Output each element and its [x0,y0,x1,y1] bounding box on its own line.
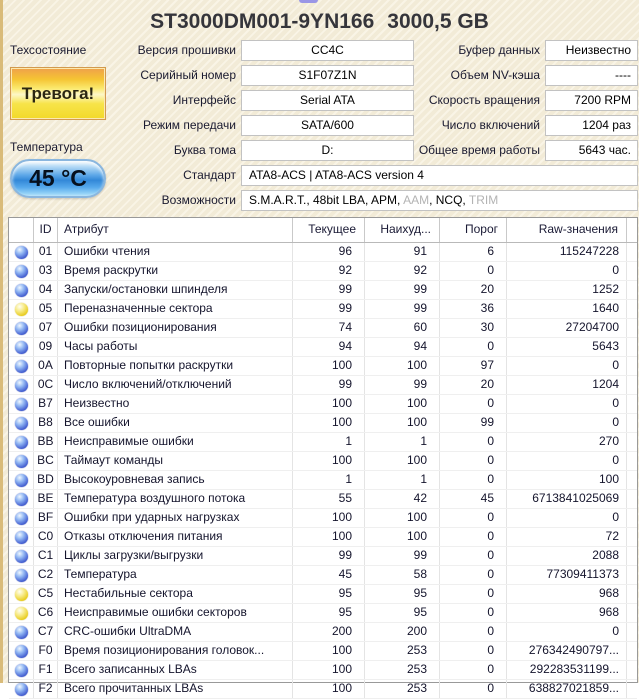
status-cell [9,528,34,546]
field-value-nv-cache: ---- [545,65,638,86]
status-cell [9,604,34,622]
attribute-name: Часы работы [58,338,293,356]
column-header-status[interactable] [9,218,34,242]
field-value-power-on-count: 1204 раз [545,115,638,136]
attribute-id: B7 [34,395,58,413]
attribute-worst: 100 [365,452,440,470]
attribute-id: C0 [34,528,58,546]
caution-status-icon [15,303,28,316]
attribute-raw: 72 [507,528,627,546]
feature-item: TRIM [468,193,499,207]
field-label-features: Возможности [161,193,236,207]
status-cell [9,585,34,603]
attribute-threshold: 0 [440,395,507,413]
field-label-power-on-hours: Общее время работы [418,143,540,157]
attribute-threshold: 0 [440,528,507,546]
attribute-threshold: 99 [440,414,507,432]
attribute-id: 03 [34,262,58,280]
smart-table-body [9,243,637,699]
status-cell [9,395,34,413]
attribute-threshold: 20 [440,281,507,299]
feature-item: , NCQ, [429,193,469,207]
attribute-id: F1 [34,661,58,679]
attribute-name: Температура [58,566,293,584]
attribute-threshold: 30 [440,319,507,337]
good-status-icon [15,246,28,259]
attribute-id: 01 [34,243,58,261]
row-filler [627,262,637,280]
temperature-label: Температура [10,140,83,154]
attribute-name: Время позиционирования головок... [58,642,293,660]
attribute-current: 55 [293,490,365,508]
column-header-filler [627,218,637,242]
attribute-name: Высокоуровневая запись [58,471,293,489]
row-filler [627,528,637,546]
feature-item: AAM [403,193,430,207]
attribute-name: Температура воздушного потока [58,490,293,508]
attribute-current: 74 [293,319,365,337]
attribute-name: Таймаут команды [58,452,293,470]
attribute-raw: 0 [507,623,627,641]
attribute-raw: 115247228 [507,243,627,261]
attribute-threshold: 6 [440,243,507,261]
field-label-drive-letter: Буква тома [173,143,236,157]
good-status-icon [15,322,28,335]
column-header-id[interactable]: ID [34,218,58,242]
attribute-threshold: 0 [440,262,507,280]
status-cell [9,661,34,679]
attribute-name: Ошибки чтения [58,243,293,261]
attribute-name: Неисправимые ошибки [58,433,293,451]
good-status-icon [15,664,28,677]
attribute-threshold: 0 [440,509,507,527]
attribute-raw: 0 [507,414,627,432]
attribute-worst: 92 [365,262,440,280]
attribute-id: 09 [34,338,58,356]
attribute-name: CRC-ошибки UltraDMA [58,623,293,641]
table-row[interactable] [9,357,637,376]
attribute-name: Переназначенные сектора [58,300,293,318]
row-filler [627,661,637,679]
field-label-buffer: Буфер данных [458,43,540,57]
attribute-raw: 1204 [507,376,627,394]
table-row[interactable] [9,338,637,357]
attribute-threshold: 0 [440,642,507,660]
table-row[interactable] [9,414,637,433]
status-cell [9,547,34,565]
column-header-current[interactable]: Текущее [293,218,365,242]
attribute-name: Запуски/остановки шпинделя [58,281,293,299]
field-label-nv-cache: Объем NV-кэша [450,68,540,82]
attribute-id: 04 [34,281,58,299]
attribute-name: Отказы отключения питания [58,528,293,546]
table-row[interactable] [9,490,637,509]
status-cell [9,452,34,470]
table-row[interactable] [9,243,637,262]
field-value-power-on-hours: 5643 час. [545,140,638,161]
attribute-threshold: 45 [440,490,507,508]
attribute-threshold: 0 [440,680,507,698]
attribute-raw: 0 [507,395,627,413]
table-row[interactable] [9,680,637,699]
attribute-worst: 99 [365,547,440,565]
attribute-raw: 0 [507,452,627,470]
row-filler [627,452,637,470]
drive-model: ST3000DM001-9YN166 [150,10,375,33]
attribute-worst: 99 [365,281,440,299]
table-row[interactable] [9,661,637,680]
attribute-name: Ошибки при ударных нагрузках [58,509,293,527]
attribute-raw: 292283531199... [507,661,627,679]
good-status-icon [15,398,28,411]
attribute-raw: 968 [507,585,627,603]
attribute-id: B8 [34,414,58,432]
attribute-name: Нестабильные сектора [58,585,293,603]
caution-status-icon [15,607,28,620]
attribute-current: 99 [293,547,365,565]
good-status-icon [15,626,28,639]
row-filler [627,319,637,337]
good-status-icon [15,284,28,297]
field-label-power-on-count: Число включений [441,118,540,132]
attribute-raw: 2088 [507,547,627,565]
status-cell [9,319,34,337]
attribute-threshold: 0 [440,547,507,565]
caution-status-icon [15,588,28,601]
good-status-icon [15,474,28,487]
attribute-worst: 94 [365,338,440,356]
table-row[interactable] [9,585,637,604]
attribute-name: Ошибки позиционирования [58,319,293,337]
row-filler [627,243,637,261]
good-status-icon [15,493,28,506]
attribute-current: 100 [293,357,365,375]
good-status-icon [15,550,28,563]
table-row[interactable] [9,623,637,642]
table-row[interactable] [9,376,637,395]
attribute-current: 96 [293,243,365,261]
attribute-id: BD [34,471,58,489]
window-left-border [0,0,3,683]
attribute-raw: 0 [507,509,627,527]
table-row[interactable] [9,547,637,566]
attribute-worst: 58 [365,566,440,584]
row-filler [627,357,637,375]
status-cell [9,281,34,299]
attribute-current: 100 [293,395,365,413]
status-cell [9,357,34,375]
field-label-transfer-mode: Режим передачи [143,118,236,132]
attribute-threshold: 0 [440,452,507,470]
status-cell [9,243,34,261]
status-cell [9,623,34,641]
attribute-current: 100 [293,528,365,546]
table-row[interactable] [9,509,637,528]
attribute-raw: 5643 [507,338,627,356]
good-status-icon [15,265,28,278]
attribute-id: C1 [34,547,58,565]
attribute-raw: 276342490797... [507,642,627,660]
attribute-name: Время раскрутки [58,262,293,280]
field-value-transfer-mode: SATA/600 [241,115,414,136]
table-row[interactable] [9,281,637,300]
attribute-threshold: 36 [440,300,507,318]
good-status-icon [15,683,28,696]
row-filler [627,547,637,565]
status-cell [9,433,34,451]
table-row[interactable] [9,528,637,547]
row-filler [627,585,637,603]
attribute-id: BF [34,509,58,527]
attribute-name: Повторные попытки раскрутки [58,357,293,375]
attribute-worst: 91 [365,243,440,261]
attribute-id: F0 [34,642,58,660]
good-status-icon [15,531,28,544]
attribute-worst: 253 [365,642,440,660]
field-value-buffer: Неизвестно [545,40,638,61]
row-filler [627,433,637,451]
attribute-raw: 27204700 [507,319,627,337]
row-filler [627,281,637,299]
status-cell [9,338,34,356]
temperature-badge[interactable]: 45 °C [10,159,106,198]
attribute-worst: 253 [365,680,440,698]
status-cell [9,300,34,318]
row-filler [627,680,637,698]
attribute-id: C2 [34,566,58,584]
table-row[interactable] [9,642,637,661]
attribute-id: C6 [34,604,58,622]
attribute-name: Циклы загрузки/выгрузки [58,547,293,565]
attribute-raw: 0 [507,357,627,375]
table-row[interactable] [9,300,637,319]
status-cell [9,509,34,527]
attribute-worst: 200 [365,623,440,641]
status-cell [9,566,34,584]
row-filler [627,604,637,622]
table-row[interactable] [9,604,637,623]
attribute-current: 95 [293,604,365,622]
row-filler [627,338,637,356]
attribute-current: 100 [293,642,365,660]
good-status-icon [15,360,28,373]
attribute-threshold: 0 [440,566,507,584]
attribute-name: Все ошибки [58,414,293,432]
attribute-id: F2 [34,680,58,698]
table-row[interactable] [9,262,637,281]
attribute-threshold: 0 [440,623,507,641]
attribute-worst: 60 [365,319,440,337]
attribute-current: 99 [293,300,365,318]
attribute-threshold: 0 [440,338,507,356]
attribute-name: Число включений/отключений [58,376,293,394]
attribute-current: 100 [293,414,365,432]
table-row[interactable] [9,471,637,490]
attribute-id: 05 [34,300,58,318]
attribute-id: BE [34,490,58,508]
attribute-current: 1 [293,433,365,451]
attribute-raw: 6713841025069 [507,490,627,508]
features-value [241,190,638,211]
drive-title [0,10,639,34]
table-row[interactable] [9,452,637,471]
attribute-worst: 100 [365,509,440,527]
status-cell [9,680,34,698]
attribute-current: 100 [293,509,365,527]
good-status-icon [15,436,28,449]
field-value-drive-letter: D: [241,140,414,161]
attribute-worst: 100 [365,528,440,546]
row-filler [627,414,637,432]
drive-capacity: 3000,5 GB [387,10,489,33]
attribute-current: 99 [293,281,365,299]
field-value-interface: Serial ATA [241,90,414,111]
attribute-name: Всего записанных LBAs [58,661,293,679]
row-filler [627,300,637,318]
attribute-worst: 99 [365,300,440,318]
table-row[interactable] [9,566,637,585]
attribute-worst: 1 [365,471,440,489]
attribute-worst: 100 [365,357,440,375]
attribute-id: 0C [34,376,58,394]
column-header-attribute[interactable]: Атрибут [58,218,293,242]
attribute-name: Неисправимые ошибки секторов [58,604,293,622]
attribute-worst: 253 [365,661,440,679]
row-filler [627,642,637,660]
field-value-firmware: CC4C [241,40,414,61]
attribute-current: 1 [293,471,365,489]
attribute-worst: 100 [365,414,440,432]
attribute-threshold: 0 [440,661,507,679]
attribute-raw: 1640 [507,300,627,318]
status-cell [9,490,34,508]
attribute-worst: 42 [365,490,440,508]
attribute-id: BB [34,433,58,451]
attribute-current: 100 [293,680,365,698]
attribute-current: 94 [293,338,365,356]
row-filler [627,395,637,413]
good-status-icon [15,512,28,525]
attribute-id: C7 [34,623,58,641]
attribute-raw: 638827021859... [507,680,627,698]
good-status-icon [15,569,28,582]
attribute-worst: 1 [365,433,440,451]
attribute-worst: 95 [365,585,440,603]
health-label: Техсостояние [10,43,87,57]
smart-table-header [9,218,637,243]
attribute-current: 100 [293,452,365,470]
row-filler [627,623,637,641]
row-filler [627,509,637,527]
attribute-id: 0A [34,357,58,375]
field-label-rotation-rate: Скорость вращения [428,93,540,107]
field-label-interface: Интерфейс [172,93,236,107]
status-cell [9,376,34,394]
good-status-icon [15,379,28,392]
row-filler [627,566,637,584]
attribute-id: 07 [34,319,58,337]
attribute-threshold: 0 [440,604,507,622]
attribute-id: C5 [34,585,58,603]
field-value-serial: S1F07Z1N [241,65,414,86]
attribute-current: 92 [293,262,365,280]
row-filler [627,376,637,394]
attribute-worst: 95 [365,604,440,622]
status-cell [9,262,34,280]
attribute-current: 200 [293,623,365,641]
attribute-id: BC [34,452,58,470]
status-cell [9,642,34,660]
table-row[interactable] [9,433,637,452]
attribute-name: Неизвестно [58,395,293,413]
attribute-raw: 1252 [507,281,627,299]
attribute-current: 95 [293,585,365,603]
attribute-threshold: 0 [440,433,507,451]
table-row[interactable] [9,319,637,338]
smart-attributes-panel [8,217,638,695]
health-status-button[interactable]: Тревога! [10,67,106,120]
good-status-icon [15,645,28,658]
attribute-raw: 0 [507,262,627,280]
good-status-icon [15,455,28,468]
attribute-current: 100 [293,661,365,679]
field-label-serial: Серийный номер [140,68,236,82]
attribute-threshold: 97 [440,357,507,375]
attribute-threshold: 0 [440,471,507,489]
row-filler [627,490,637,508]
table-row[interactable] [9,395,637,414]
attribute-current: 99 [293,376,365,394]
field-label-standard: Стандарт [183,168,236,182]
top-edge-fragment [299,0,318,3]
column-header-threshold[interactable]: Порог [440,218,507,242]
status-cell [9,414,34,432]
attribute-current: 45 [293,566,365,584]
attribute-name: Всего прочитанных LBAs [58,680,293,698]
attribute-raw: 77309411373 [507,566,627,584]
attribute-raw: 968 [507,604,627,622]
field-value-standard: ATA8-ACS | ATA8-ACS version 4 [241,165,638,186]
good-status-icon [15,417,28,430]
attribute-raw: 270 [507,433,627,451]
attribute-raw: 100 [507,471,627,489]
feature-item: S.M.A.R.T., 48bit LBA, APM, [249,193,404,207]
row-filler [627,471,637,489]
attribute-threshold: 0 [440,585,507,603]
field-value-rotation-rate: 7200 RPM [545,90,638,111]
attribute-worst: 99 [365,376,440,394]
column-header-worst[interactable]: Наихуд... [365,218,440,242]
good-status-icon [15,341,28,354]
field-label-firmware: Версия прошивки [137,43,236,57]
attribute-worst: 100 [365,395,440,413]
status-cell [9,471,34,489]
column-header-raw[interactable]: Raw-значения [507,218,627,242]
attribute-threshold: 20 [440,376,507,394]
